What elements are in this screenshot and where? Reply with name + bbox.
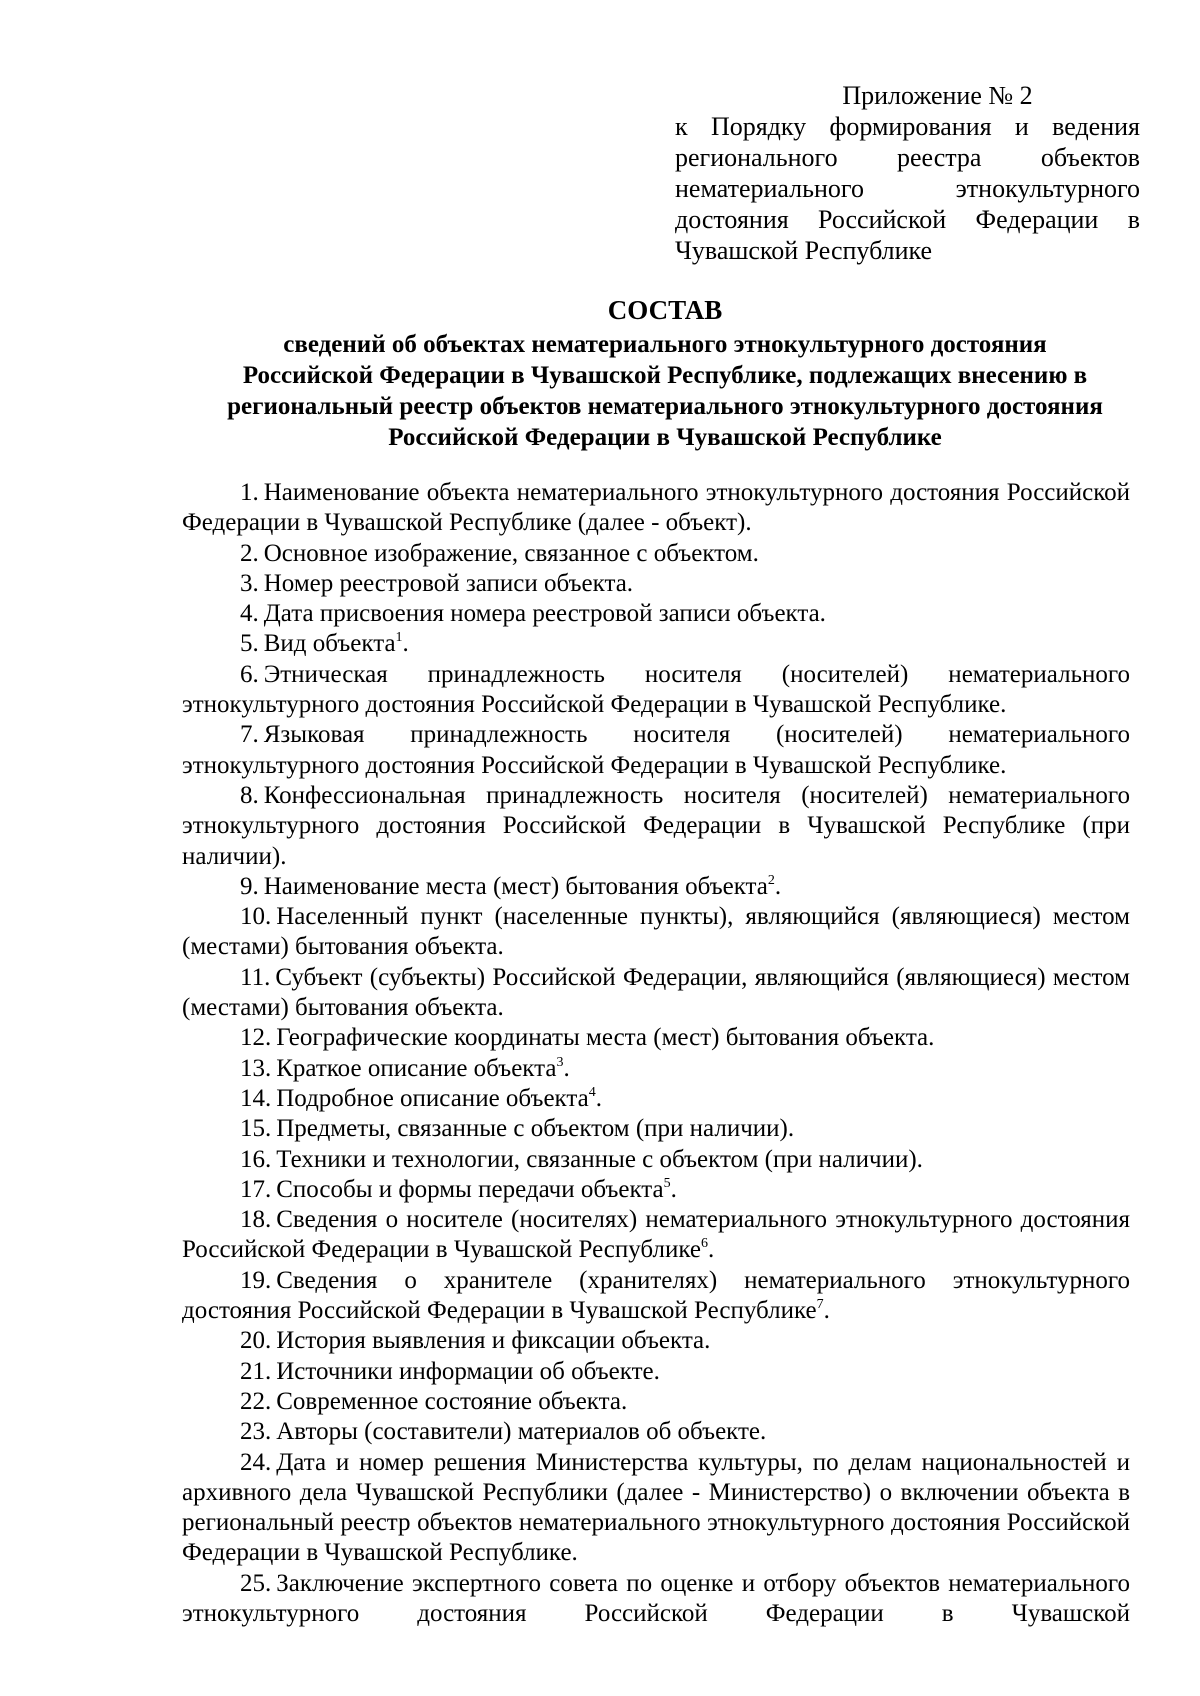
document-subtitle-line: Российской Федерации в Чувашской Республике, подлежащих внесению в <box>242 362 1088 389</box>
item-text: Дата и номер решения Министерства культуры, по делам национальностей и архивного дела Чувашской Республики (далее - Министерство) о включении объекта в региональный реестр объектов нематериального этнокультурного достояния Российской Федерации в Чувашской Республике. <box>182 1448 1130 1567</box>
item-text: Сведения о хранителе (хранителях) нематериального этнокультурного достояния Российской Федерации в Чувашской Республике <box>182 1266 1130 1325</box>
footnote-marker: 1 <box>395 630 403 646</box>
list-item <box>182 1417 1130 1447</box>
list-item <box>182 660 1130 721</box>
list-item <box>182 478 1130 539</box>
item-text: Заключение экспертного совета по оценке и отбору объектов нематериального этнокультурного достояния Российской Федерации в Чувашской <box>182 1569 1130 1627</box>
item-text: Этническая принадлежность носителя (носителей) нематериального этнокультурного достояния Российской Федерации в Чувашской Республике. <box>182 660 1130 719</box>
list-item <box>182 1205 1130 1266</box>
item-text: Предметы, связанные с объектом (при наличии). <box>276 1115 795 1143</box>
appendix-number: Приложение № 2 <box>842 81 1033 110</box>
list-item <box>182 1084 1130 1114</box>
trailing-period: . <box>402 630 409 658</box>
list-item <box>182 1266 1130 1327</box>
list-item <box>182 1448 1130 1569</box>
list-item <box>182 629 1130 659</box>
document-subtitle-line: сведений об объектах нематериального этнокультурного достояния <box>283 331 1047 358</box>
item-number: 5. <box>240 630 259 658</box>
item-number: 6. <box>240 660 259 688</box>
item-number: 13. <box>240 1054 272 1082</box>
items-list <box>182 478 1130 1629</box>
footnote-marker: 3 <box>556 1054 564 1070</box>
item-number: 16. <box>240 1145 272 1173</box>
item-number: 18. <box>240 1206 272 1234</box>
item-text: Источники информации об объекте. <box>276 1357 660 1385</box>
item-number: 1. <box>240 479 259 506</box>
item-text: Краткое описание объекта <box>276 1054 557 1082</box>
item-number: 20. <box>240 1327 272 1355</box>
footnote-marker: 5 <box>663 1175 671 1191</box>
item-number: 21. <box>240 1357 272 1385</box>
item-text: Авторы (составители) материалов об объекте. <box>276 1418 767 1446</box>
item-text: Способы и формы передачи объекта <box>276 1175 664 1203</box>
footnote-marker: 4 <box>588 1084 596 1100</box>
item-number: 15. <box>240 1115 272 1143</box>
item-text: Населенный пункт (населенные пункты), являющийся (являющиеся) местом (местами) бытования объекта. <box>182 903 1130 961</box>
item-text: Географические координаты места (мест) бытования объекта. <box>276 1024 935 1052</box>
trailing-period: . <box>708 1236 715 1264</box>
appendix-reference: к Порядку формирования и ведения регионального реестра объектов нематериального этнокультурного достояния Российской Федерации в Чувашской Республике <box>675 112 1140 265</box>
item-text: Подробное описание объекта <box>276 1084 589 1112</box>
item-number: 9. <box>240 872 259 900</box>
trailing-period: . <box>823 1297 830 1325</box>
document-subtitle-line: Российской Федерации в Чувашской Республике <box>388 424 942 451</box>
item-text: Техники и технологии, связанные с объектом (при наличии). <box>276 1145 923 1173</box>
trailing-period: . <box>670 1175 677 1203</box>
item-number: 8. <box>240 781 259 809</box>
item-text: Субъект (субъекты) Российской Федерации, являющийся (являющиеся) местом (местами) бытования объекта. <box>182 963 1130 1022</box>
list-item <box>182 1175 1130 1205</box>
document-title-block <box>160 295 1170 453</box>
list-item <box>182 1023 1130 1053</box>
trailing-period: . <box>595 1084 602 1112</box>
list-item <box>182 599 1130 629</box>
item-text: Номер реестровой записи объекта. <box>263 569 634 597</box>
list-item <box>182 1054 1130 1084</box>
item-text: Основное изображение, связанное с объектом. <box>263 539 759 567</box>
footnote-marker: 2 <box>767 872 775 888</box>
list-item <box>182 720 1130 781</box>
item-text: Дата присвоения номера реестровой записи объекта. <box>263 600 826 628</box>
footnote-marker: 7 <box>816 1297 824 1313</box>
item-number: 19. <box>240 1266 272 1294</box>
list-item <box>182 1569 1130 1630</box>
item-number: 14. <box>240 1084 272 1112</box>
item-number: 10. <box>240 903 272 931</box>
appendix-header <box>675 80 1140 266</box>
item-number: 3. <box>240 569 259 597</box>
list-item <box>182 539 1130 569</box>
trailing-period: . <box>774 872 782 900</box>
trailing-period: . <box>563 1054 570 1082</box>
item-number: 23. <box>240 1418 272 1446</box>
list-item <box>182 1145 1130 1175</box>
item-number: 17. <box>240 1175 272 1203</box>
item-number: 11. <box>240 963 271 991</box>
list-item <box>182 1357 1130 1387</box>
document-subtitle-line: региональный реестр объектов нематериального этнокультурного достояния <box>227 393 1103 420</box>
list-item <box>182 1387 1130 1417</box>
item-text: Сведения о носителе (носителях) нематериального этнокультурного достояния Российской Федерации в Чувашской Республике <box>182 1206 1130 1264</box>
item-number: 7. <box>240 721 259 749</box>
item-text: Наименование объекта нематериального этнокультурного достояния Российской Федерации в Чувашской Республике (далее - объект). <box>182 479 1130 537</box>
item-number: 2. <box>240 539 259 567</box>
list-item <box>182 872 1130 902</box>
item-text: Языковая принадлежность носителя (носителей) нематериального этнокультурного достояния Российской Федерации в Чувашской Республике. <box>182 721 1130 779</box>
list-item <box>182 1114 1130 1144</box>
item-number: 4. <box>240 600 259 628</box>
list-item <box>182 963 1130 1024</box>
footnote-marker: 6 <box>701 1236 709 1252</box>
item-text: Конфессиональная принадлежность носителя (носителей) нематериального этнокультурного достояния Российской Федерации в Чувашской Республике (при наличии). <box>182 781 1130 870</box>
document-title: СОСТАВ <box>607 295 723 325</box>
item-text: Вид объекта <box>263 630 396 658</box>
item-number: 22. <box>240 1387 272 1415</box>
item-number: 25. <box>240 1569 272 1597</box>
list-item <box>182 1326 1130 1356</box>
item-text: История выявления и фиксации объекта. <box>276 1327 711 1355</box>
list-item <box>182 902 1130 963</box>
item-number: 12. <box>240 1024 272 1052</box>
item-text: Современное состояние объекта. <box>276 1387 628 1415</box>
list-item <box>182 569 1130 599</box>
list-item <box>182 781 1130 872</box>
item-text: Наименование места (мест) бытования объекта <box>263 872 768 900</box>
item-number: 24. <box>240 1448 272 1476</box>
